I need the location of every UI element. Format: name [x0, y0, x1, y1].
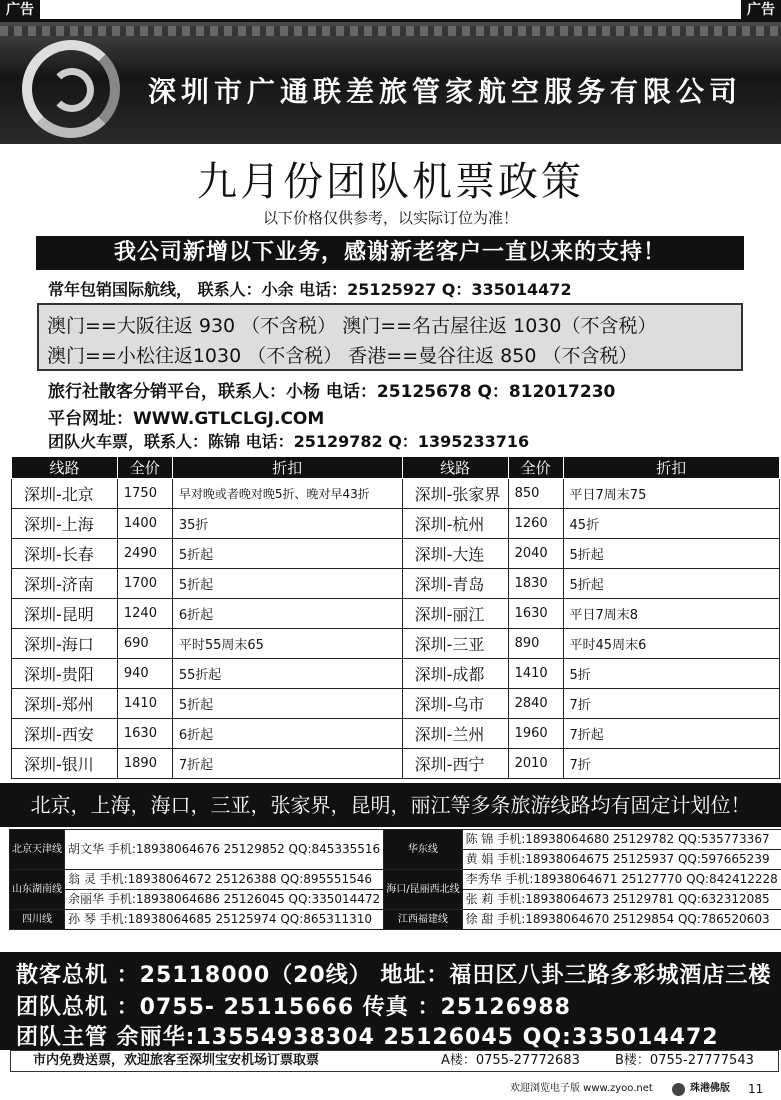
fare-discount-cell: 35折	[172, 509, 402, 539]
fare-row	[12, 719, 780, 749]
fare-discount-cell: 6折起	[172, 599, 402, 629]
fare-route-cell: 深圳-西宁	[402, 749, 508, 779]
fare-route-cell: 深圳-成都	[402, 659, 508, 689]
intl-routes-box	[37, 303, 743, 371]
hotline-panel	[0, 952, 781, 1050]
contact-route-label: 北京天津线	[10, 830, 65, 870]
fare-price-cell: 1830	[508, 569, 563, 599]
ad-label-left: 广告	[0, 0, 40, 20]
fare-discount-cell: 6折起	[172, 719, 402, 749]
fare-price-cell: 690	[117, 629, 172, 659]
page-number: 11	[748, 1082, 764, 1096]
company-logo-inner	[50, 68, 94, 112]
footer-bar	[10, 1050, 779, 1072]
contacts-row	[10, 910, 781, 930]
edition-label: 珠港佛版	[690, 1083, 730, 1094]
fare-discount-cell: 7折起	[172, 749, 402, 779]
brand-mark-icon	[672, 1083, 685, 1096]
fare-discount-cell: 早对晚或者晚对晚5折、晚对早43折	[172, 479, 402, 509]
fare-discount-cell: 45折	[563, 509, 779, 539]
contact-entry: 陈 锦 手机:18938064680 25129782 QQ:535773367	[462, 830, 781, 850]
fare-price-cell: 2010	[508, 749, 563, 779]
hotline-retail: 散客总机 ：25118000（20线） 地址：福田区八卦三路多彩城酒店三楼	[16, 963, 772, 988]
building-b-phone: B楼：0755-27777543	[615, 1053, 754, 1068]
fare-discount-cell: 平日7周末8	[563, 599, 779, 629]
fare-price-cell: 1410	[117, 689, 172, 719]
ad-label-right: 广告	[741, 0, 781, 20]
fare-route-cell: 深圳-兰州	[402, 719, 508, 749]
fare-row	[12, 539, 780, 569]
contact-entry: 余丽华 手机:18938064686 25126045 QQ:335014472	[65, 890, 384, 910]
contact-entry: 李秀华 手机:18938064671 25127770 QQ:842412228	[462, 870, 781, 890]
fare-row	[12, 689, 780, 719]
fare-discount-cell: 5折起	[172, 689, 402, 719]
fare-discount-cell: 55折起	[172, 659, 402, 689]
col-route: 线路	[12, 457, 118, 479]
col-price: 全价	[508, 457, 563, 479]
fare-price-cell: 2040	[508, 539, 563, 569]
fare-route-cell: 深圳-杭州	[402, 509, 508, 539]
col-route: 线路	[402, 457, 508, 479]
fare-price-cell: 1400	[117, 509, 172, 539]
fare-route-cell: 深圳-丽江	[402, 599, 508, 629]
fare-price-cell: 850	[508, 479, 563, 509]
contact-route-label: 山东湖南线	[10, 870, 65, 910]
contacts-row	[10, 830, 781, 850]
page-footer	[0, 1078, 781, 1100]
col-price: 全价	[117, 457, 172, 479]
fare-discount-cell: 平时45周末6	[563, 629, 779, 659]
fare-price-cell: 1750	[117, 479, 172, 509]
fare-route-cell: 深圳-三亚	[402, 629, 508, 659]
fare-route-cell: 深圳-上海	[12, 509, 118, 539]
fare-route-cell: 深圳-青岛	[402, 569, 508, 599]
fare-route-cell: 深圳-银川	[12, 749, 118, 779]
intl-contact: 常年包销国际航线， 联系人：小余 电话：25125927 Q：335014472	[48, 280, 572, 299]
contact-entry: 翁 灵 手机:18938064672 25126388 QQ:895551546	[65, 870, 384, 890]
fare-price-cell: 1240	[117, 599, 172, 629]
contact-entry: 胡文华 手机:18938064676 25129852 QQ:845335516	[65, 830, 384, 870]
fare-table-header	[12, 457, 780, 479]
fret-border	[0, 26, 781, 36]
fare-row	[12, 659, 780, 689]
fare-price-cell: 1630	[508, 599, 563, 629]
fare-row	[12, 569, 780, 599]
intl-route-line: 澳门==小松往返1030 （不含税） 香港==曼谷往返 850 （不含税）	[47, 345, 638, 367]
fare-row	[12, 509, 780, 539]
fare-table	[11, 456, 780, 779]
fare-discount-cell: 7折	[563, 689, 779, 719]
fare-price-cell: 1960	[508, 719, 563, 749]
contact-route-label: 华东线	[384, 830, 462, 870]
page-title: 九月份团队机票政策	[197, 159, 584, 205]
col-discount: 折扣	[172, 457, 402, 479]
fare-discount-cell: 7折	[563, 749, 779, 779]
fare-route-cell: 深圳-北京	[12, 479, 118, 509]
contact-entry: 孙 琴 手机:18938064685 25125974 QQ:865311310	[65, 910, 384, 930]
fare-row	[12, 629, 780, 659]
contact-route-label: 四川线	[10, 910, 65, 930]
building-a-phone: A楼：0755-27772683	[441, 1053, 580, 1068]
col-discount: 折扣	[563, 457, 779, 479]
contacts-row	[10, 870, 781, 890]
delivery-notice: 市内免费送票，欢迎旅客至深圳宝安机场订票取票	[33, 1053, 320, 1068]
fare-discount-cell: 5折	[563, 659, 779, 689]
page-subtitle: 以下价格仅供参考，以实际订位为准！	[262, 209, 518, 227]
fare-discount-cell: 5折起	[172, 539, 402, 569]
fare-route-cell: 深圳-西安	[12, 719, 118, 749]
fare-price-cell: 1260	[508, 509, 563, 539]
fare-price-cell: 890	[508, 629, 563, 659]
fare-discount-cell: 平日7周末75	[563, 479, 779, 509]
fare-price-cell: 940	[117, 659, 172, 689]
company-name: 深圳市广通联差旅管家航空服务有限公司	[148, 75, 743, 108]
fare-discount-cell: 5折起	[172, 569, 402, 599]
fare-row	[12, 479, 780, 509]
fare-route-cell: 深圳-海口	[12, 629, 118, 659]
fare-discount-cell: 5折起	[563, 539, 779, 569]
fare-row	[12, 599, 780, 629]
fare-route-cell: 深圳-济南	[12, 569, 118, 599]
fare-price-cell: 1410	[508, 659, 563, 689]
fare-route-cell: 深圳-贵阳	[12, 659, 118, 689]
fare-route-cell: 深圳-长春	[12, 539, 118, 569]
fare-route-cell: 深圳-乌市	[402, 689, 508, 719]
fare-route-cell: 深圳-大连	[402, 539, 508, 569]
fare-discount-cell: 平时55周末65	[172, 629, 402, 659]
intl-route-line: 澳门==大阪往返 930 （不含税） 澳门==名古屋往返 1030（不含税）	[47, 315, 657, 337]
platform-url[interactable]: 平台网址：WWW.GTLCLGJ.COM	[48, 409, 325, 429]
contact-route-label: 海口/昆丽西北线	[384, 870, 462, 910]
fare-route-cell: 深圳-昆明	[12, 599, 118, 629]
fare-price-cell: 1630	[117, 719, 172, 749]
fare-discount-cell: 5折起	[563, 569, 779, 599]
platform-contact: 旅行社散客分销平台，联系人：小杨 电话：25125678 Q：812017230	[48, 382, 616, 402]
fare-price-cell: 1700	[117, 569, 172, 599]
fare-route-cell: 深圳-张家界	[402, 479, 508, 509]
hotline-group: 团队总机 ：0755- 25115666 传真 ：25126988	[16, 995, 571, 1020]
contact-entry: 张 莉 手机:18938064673 25129781 QQ:632312085	[462, 890, 781, 910]
fare-row	[12, 749, 780, 779]
fare-price-cell: 1890	[117, 749, 172, 779]
announcement-bar: 我公司新增以下业务，感谢新老客户一直以来的支持！	[36, 236, 744, 270]
fare-price-cell: 2490	[117, 539, 172, 569]
train-contact: 团队火车票，联系人：陈锦 电话：25129782 Q：1395233716	[48, 432, 530, 451]
contact-entry: 黄 娟 手机:18938064675 25125937 QQ:597665239	[462, 850, 781, 870]
fare-route-cell: 深圳-郑州	[12, 689, 118, 719]
fare-discount-cell: 7折起	[563, 719, 779, 749]
hotline-manager: 团队主管 余丽华:13554938304 25126045 QQ:335014472	[16, 1025, 719, 1050]
contact-entry: 徐 甜 手机:18938064670 25129854 QQ:786520603	[462, 910, 781, 930]
contact-route-label: 江西福建线	[384, 910, 462, 930]
contacts-table	[9, 829, 781, 930]
fare-price-cell: 2840	[508, 689, 563, 719]
browse-link[interactable]: 欢迎浏览电子版 www.zyoo.net	[510, 1083, 653, 1094]
plan-notice: 北京，上海，海口，三亚，张家界，昆明，丽江等多条旅游线路均有固定计划位！	[0, 783, 781, 827]
